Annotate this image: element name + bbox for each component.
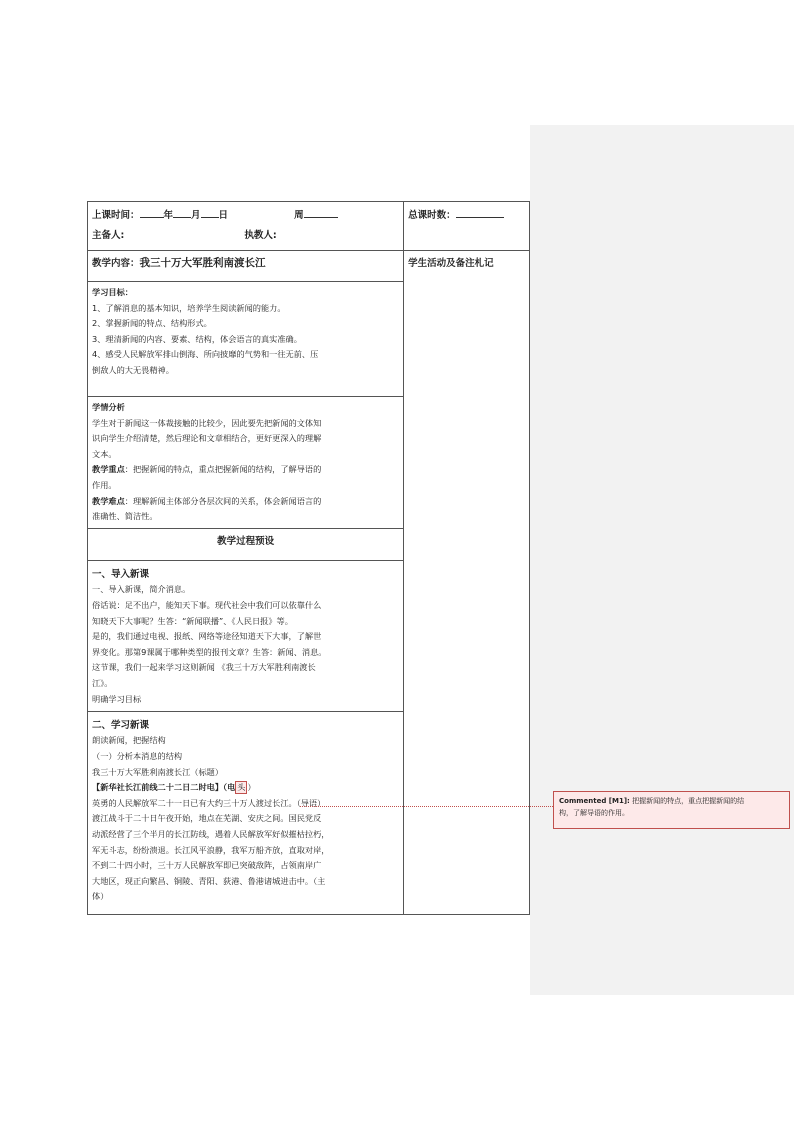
content-label: 教学内容： [92,258,140,269]
content-cell [88,251,404,282]
dateline-end: ） [247,782,256,793]
comment-text: 构，了解导语的作用。 [559,809,629,817]
week-label: 周 [294,210,304,221]
difficult-point-text: ：理解新闻主体部分各层次间的关系，体会新闻语言的 [124,495,322,506]
section2-line: （一）分析本消息的结构 [92,750,183,761]
lesson-plan-table [87,201,530,915]
key-point-text: ：把握新闻的特点，重点把握新闻的结构，了解导语的 [124,464,322,475]
analysis-cell [88,397,404,529]
section1-line: 俗话说：足不出户，能知天下事。现代社会中我们可以依靠什么 [92,599,322,610]
day-blank[interactable] [201,208,219,218]
week-blank[interactable] [304,208,338,218]
objective-line: 2、掌握新闻的特点、结构形式。 [92,318,212,329]
total-hours-label: 总课时数： [408,210,456,221]
year-blank[interactable] [140,208,164,218]
day-label: 日 [218,210,229,221]
news-body-line: 大地区，现正向繁昌、铜陵、青阳、荻港、鲁港诸城进击中。（主 [92,875,326,886]
analysis-line: 学生对于新闻这一体裁接触的比较少，因此要先把新闻的文体知 [92,417,322,428]
section2-cell [88,711,404,914]
news-body-line: 军无斗志，纷纷溃退。长江风平浪静，我军万船齐放，直取对岸， [92,844,330,855]
objectives-cell [88,282,404,397]
section2-line: 朗读新闻，把握结构 [92,735,166,746]
news-body-line: 英勇的人民解放军二十一日已有大约三十万人渡过长江。（导语） [92,797,326,808]
analysis-title: 学情分析 [92,402,125,412]
section2-line: 我三十万大军胜利南渡长江（标题） [92,766,224,777]
comment-balloon[interactable] [553,791,790,829]
section1-line: 一、导入新课，简介消息。 [92,584,191,595]
news-body-line: 不到二十四小时，三十万人民解放军即已突破敌阵，占领南岸广 [92,860,322,871]
analysis-line: 识向学生介绍清楚，然后理论和文章相结合，更好更深入的理解 [92,433,322,444]
section1-cell [88,560,404,711]
process-title: 教学过程预设 [217,535,275,547]
process-title-cell [88,528,404,560]
section1-line: 界变化。那第9课属于哪种类型的报刊文章？生答：新闻、消息。 [92,646,327,657]
total-hours-cell [404,202,530,251]
analysis-line: 文本。 [92,448,117,459]
preparer-label: 主备人: [92,229,125,241]
dateline-text: 【新华社长江前线二十二日二时电】（电 [92,782,236,793]
month-label: 月 [191,210,201,221]
key-point-label: 教学重点 [92,464,125,475]
section1-title: 一、导入新课 [92,568,150,580]
section1-line: 明确学习目标 [92,693,142,704]
month-blank[interactable] [173,208,191,218]
section1-line: 江》。 [92,677,113,688]
key-point-text: 作用。 [92,479,117,490]
notes-header: 学生活动及备注札记 [408,258,494,269]
section1-line: 这节课，我们一起来学习这则新闻 《我三十万大军胜利南渡长 [92,662,316,673]
objectives-title: 学习目标： [92,287,133,297]
news-body-line: 动派经营了三个半月的长江防线，遇着人民解放军好似摧枯拉朽， [92,828,330,839]
notes-column [404,251,530,915]
difficult-point-text: 准确性、简洁性。 [92,511,158,522]
objective-line: 倒敌人的大无畏精神。 [92,364,174,375]
header-cell [88,202,404,251]
comment-pane [530,125,794,995]
comment-author: Commented [M1]: [559,797,630,805]
comment-connector [300,806,553,807]
news-body-line: 渡江战斗于二十日午夜开始，地点在芜湖、安庆之间。国民党反 [92,813,322,824]
section2-title: 二、学习新课 [92,719,150,731]
objective-line: 1、了解消息的基本知识，培养学生阅读新闻的能力。 [92,302,286,313]
teacher-label: 执教人: [244,229,277,241]
section1-line: 是的，我们通过电视、报纸、网络等途径知道天下大事，了解世 [92,631,322,642]
total-hours-blank[interactable] [456,208,504,218]
year-label: 年 [163,210,174,221]
content-row [88,251,530,282]
lesson-title: 我三十万大军胜利南渡长江 [139,257,266,269]
comment-anchor[interactable]: 头 [237,782,246,793]
objective-line: 3、理清新闻的内容、要素、结构，体会语言的真实准确。 [92,333,302,344]
difficult-point-label: 教学难点 [92,495,125,506]
time-label: 上课时间： [92,210,140,221]
section1-line: 知晓天下大事呢？生答：“新闻联播”、《人民日报》等。 [92,615,293,626]
comment-text: 把握新闻的特点，重点把握新闻的结 [632,797,745,805]
news-body-line: 体） [92,891,109,902]
objective-line: 4、感受人民解放军排山倒海、所向披靡的气势和一往无前、压 [92,349,319,360]
header-row [88,202,530,251]
